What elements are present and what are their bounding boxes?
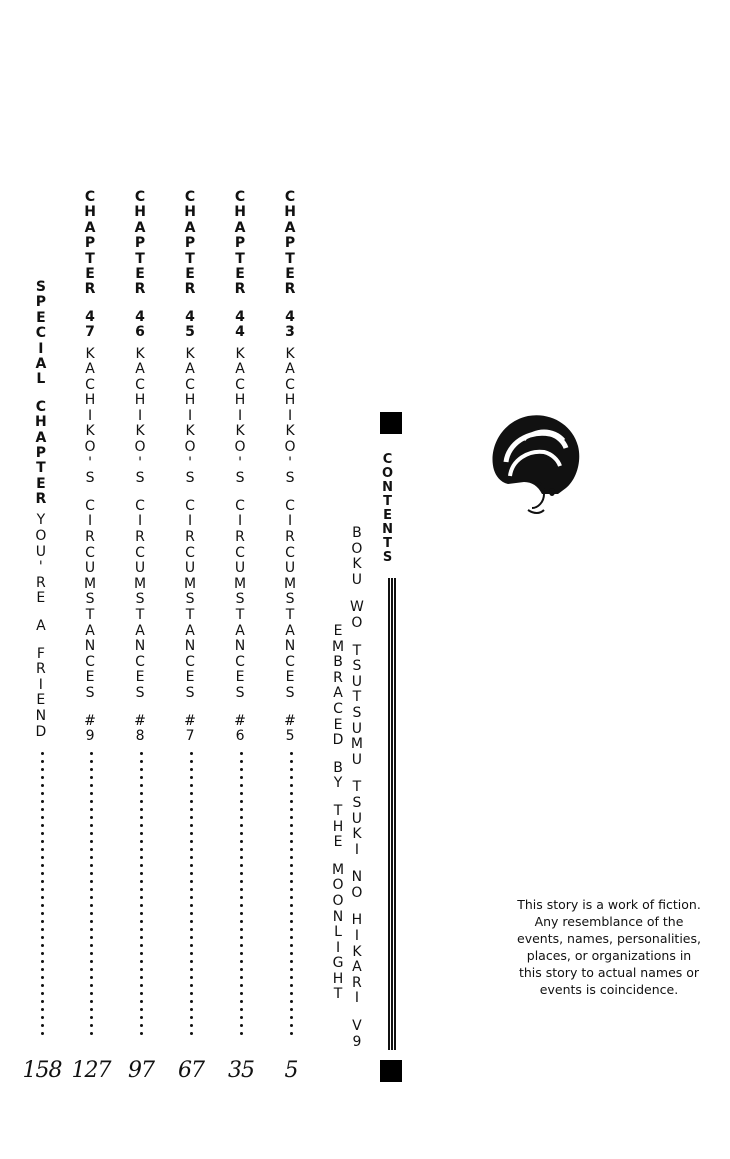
contents-rule-left [388,578,390,1050]
chapter-title: Y O U ' R E A F R I E N D [35,512,47,740]
dotted-leader [240,752,243,1040]
chapter-entry [84,190,96,745]
dotted-leader [140,752,143,1040]
chapter-label: C H A P T E R 4 5 [184,189,196,341]
contents-top-square [380,412,402,434]
chapter-page-number: 67 [178,1058,204,1083]
contents-bottom-square [380,1060,402,1082]
chapter-entry [284,190,296,745]
chapter-page-number: 97 [128,1058,154,1083]
chapter-title: K A C H I K O ' S C I R C U M S T A N C E S # 5 [284,345,297,745]
dotted-leader [190,752,193,1040]
chapter-label: C H A P T E R 4 4 [234,189,246,341]
series-title: B O K U W O T S U T S U M U T S U K I N O H I K A R I V 9 [350,525,364,1050]
contents-rule-mid [391,578,393,1050]
dotted-leader [41,752,44,1040]
chapter-entry [35,280,47,740]
chapter-title: K A C H I K O ' S C I R C U M S T A N C E S # 7 [184,345,197,745]
contents-rule-right [394,578,396,1050]
chapter-label: C H A P T E R 4 3 [284,189,296,341]
chapter-label: S P E C I A L C H A P T E R [35,279,47,508]
chapter-page-number: 35 [228,1058,254,1083]
chapter-title: K A C H I K O ' S C I R C U M S T A N C E S # 6 [234,345,247,745]
chapter-entry [134,190,146,745]
chapter-page-number: 127 [71,1058,111,1083]
dotted-leader [290,752,293,1040]
dotted-leader [90,752,93,1040]
chapter-entry [234,190,246,745]
chapter-label: C H A P T E R 4 6 [134,189,146,341]
series-subtitle: E M B R A C E D B Y T H E M O O N L I G H T [332,623,345,1003]
chapter-title: K A C H I K O ' S C I R C U M S T A N C E S # 8 [134,345,147,745]
chapter-title: K A C H I K O ' S C I R C U M S T A N C E S # 9 [84,345,97,745]
chapter-page-number: 158 [22,1058,62,1083]
disclaimer-text: This story is a work of fiction. Any resemblance of the events, names, personalities, places, or organizations in this story to actual names or events is coincidence. [517,897,701,997]
chapter-entry [184,190,196,745]
chapter-label: C H A P T E R 4 7 [84,189,96,341]
chapter-page-number: 5 [284,1058,298,1083]
contents-heading: C O N T E N T S [382,452,394,565]
face-logo-icon [488,410,584,520]
